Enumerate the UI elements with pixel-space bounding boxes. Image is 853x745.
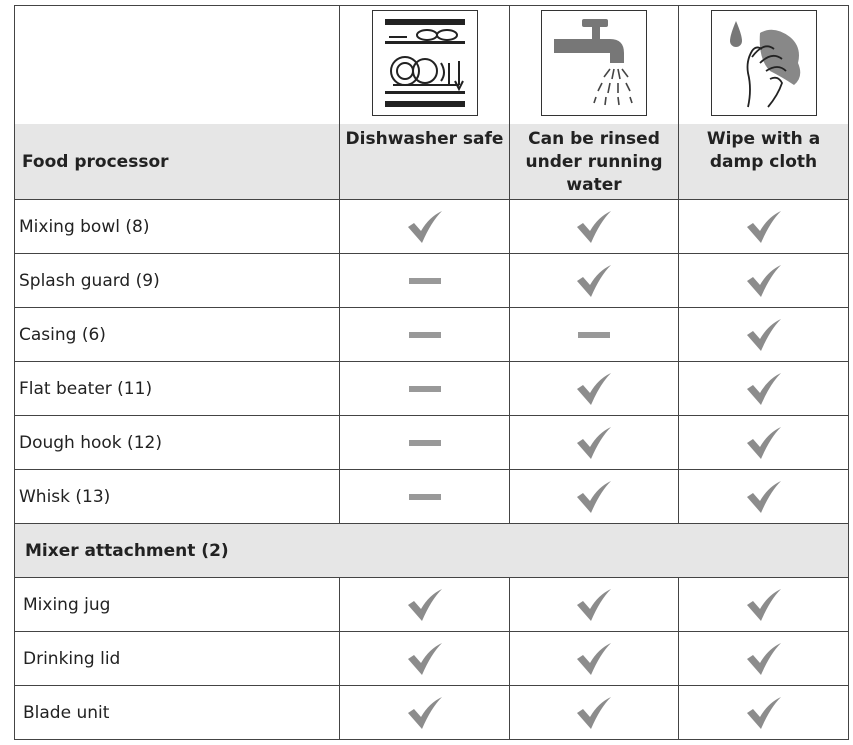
dishwasher-cell bbox=[340, 578, 510, 632]
item-label: Dough hook (12) bbox=[15, 416, 340, 470]
tap-icon-cell bbox=[510, 6, 679, 125]
header-row bbox=[15, 124, 849, 200]
checkmark-icon bbox=[576, 271, 612, 291]
wipe-heading: Wipe with a damp cloth bbox=[679, 124, 849, 200]
dash-icon bbox=[409, 440, 441, 446]
item-label: Drinking lid bbox=[15, 632, 340, 686]
running-water-tap-icon bbox=[541, 10, 647, 116]
checkmark-icon bbox=[407, 703, 443, 723]
cloth-icon-cell bbox=[679, 6, 849, 125]
dishwasher-cell bbox=[340, 470, 510, 524]
food-processor-heading: Food processor bbox=[15, 124, 340, 200]
wipe-cell bbox=[679, 254, 849, 308]
dishwasher-cell bbox=[340, 200, 510, 254]
checkmark-icon bbox=[407, 649, 443, 669]
checkmark-icon bbox=[746, 595, 782, 615]
dishwasher-icon-cell bbox=[340, 6, 510, 125]
rinse-cell bbox=[510, 686, 679, 740]
rinse-cell bbox=[510, 200, 679, 254]
wipe-cell bbox=[679, 200, 849, 254]
wipe-cell bbox=[679, 578, 849, 632]
icon-row bbox=[15, 6, 849, 125]
rinse-cell bbox=[510, 632, 679, 686]
rinse-cell bbox=[510, 578, 679, 632]
rinse-cell bbox=[510, 254, 679, 308]
wipe-cell bbox=[679, 308, 849, 362]
item-label: Flat beater (11) bbox=[15, 362, 340, 416]
checkmark-icon bbox=[746, 271, 782, 291]
checkmark-icon bbox=[407, 217, 443, 237]
checkmark-icon bbox=[576, 649, 612, 669]
checkmark-icon bbox=[576, 487, 612, 507]
dash-icon bbox=[409, 278, 441, 284]
wipe-cell bbox=[679, 632, 849, 686]
dash-icon bbox=[409, 494, 441, 500]
table-row bbox=[15, 416, 849, 470]
dishwasher-cell bbox=[340, 416, 510, 470]
table-row bbox=[15, 578, 849, 632]
rinse-cell bbox=[510, 416, 679, 470]
checkmark-icon bbox=[576, 595, 612, 615]
item-label: Mixing bowl (8) bbox=[15, 200, 340, 254]
item-label: Blade unit bbox=[15, 686, 340, 740]
checkmark-icon bbox=[746, 325, 782, 345]
checkmark-icon bbox=[407, 595, 443, 615]
checkmark-icon bbox=[576, 379, 612, 399]
checkmark-icon bbox=[746, 487, 782, 507]
table-row bbox=[15, 362, 849, 416]
dash-icon bbox=[409, 386, 441, 392]
rinse-cell bbox=[510, 308, 679, 362]
blank-cell bbox=[15, 6, 340, 125]
rinse-cell bbox=[510, 362, 679, 416]
damp-cloth-hand-icon bbox=[711, 10, 817, 116]
dash-icon bbox=[578, 332, 610, 338]
dash-icon bbox=[409, 332, 441, 338]
table-row bbox=[15, 254, 849, 308]
table-row bbox=[15, 200, 849, 254]
checkmark-icon bbox=[746, 649, 782, 669]
mixer-attachment-heading: Mixer attachment (2) bbox=[15, 524, 849, 578]
checkmark-icon bbox=[746, 217, 782, 237]
item-label: Whisk (13) bbox=[15, 470, 340, 524]
dishwasher-cell bbox=[340, 362, 510, 416]
rinse-heading: Can be rinsed under running water bbox=[510, 124, 679, 200]
wipe-cell bbox=[679, 362, 849, 416]
item-label: Mixing jug bbox=[15, 578, 340, 632]
dishwasher-cell bbox=[340, 686, 510, 740]
checkmark-icon bbox=[746, 379, 782, 399]
dishwasher-cell bbox=[340, 308, 510, 362]
section-row bbox=[15, 524, 849, 578]
rinse-cell bbox=[510, 470, 679, 524]
wipe-cell bbox=[679, 686, 849, 740]
checkmark-icon bbox=[746, 703, 782, 723]
dishwasher-cell bbox=[340, 254, 510, 308]
table-row bbox=[15, 308, 849, 362]
dishwasher-icon bbox=[372, 10, 478, 116]
checkmark-icon bbox=[746, 433, 782, 453]
checkmark-icon bbox=[576, 433, 612, 453]
item-label: Casing (6) bbox=[15, 308, 340, 362]
checkmark-icon bbox=[576, 703, 612, 723]
wipe-cell bbox=[679, 416, 849, 470]
item-label: Splash guard (9) bbox=[15, 254, 340, 308]
checkmark-icon bbox=[576, 217, 612, 237]
cleaning-table bbox=[14, 5, 849, 740]
table-row bbox=[15, 632, 849, 686]
dishwasher-safe-heading: Dishwasher safe bbox=[340, 124, 510, 200]
table-row bbox=[15, 686, 849, 740]
dishwasher-cell bbox=[340, 632, 510, 686]
table-row bbox=[15, 470, 849, 524]
wipe-cell bbox=[679, 470, 849, 524]
